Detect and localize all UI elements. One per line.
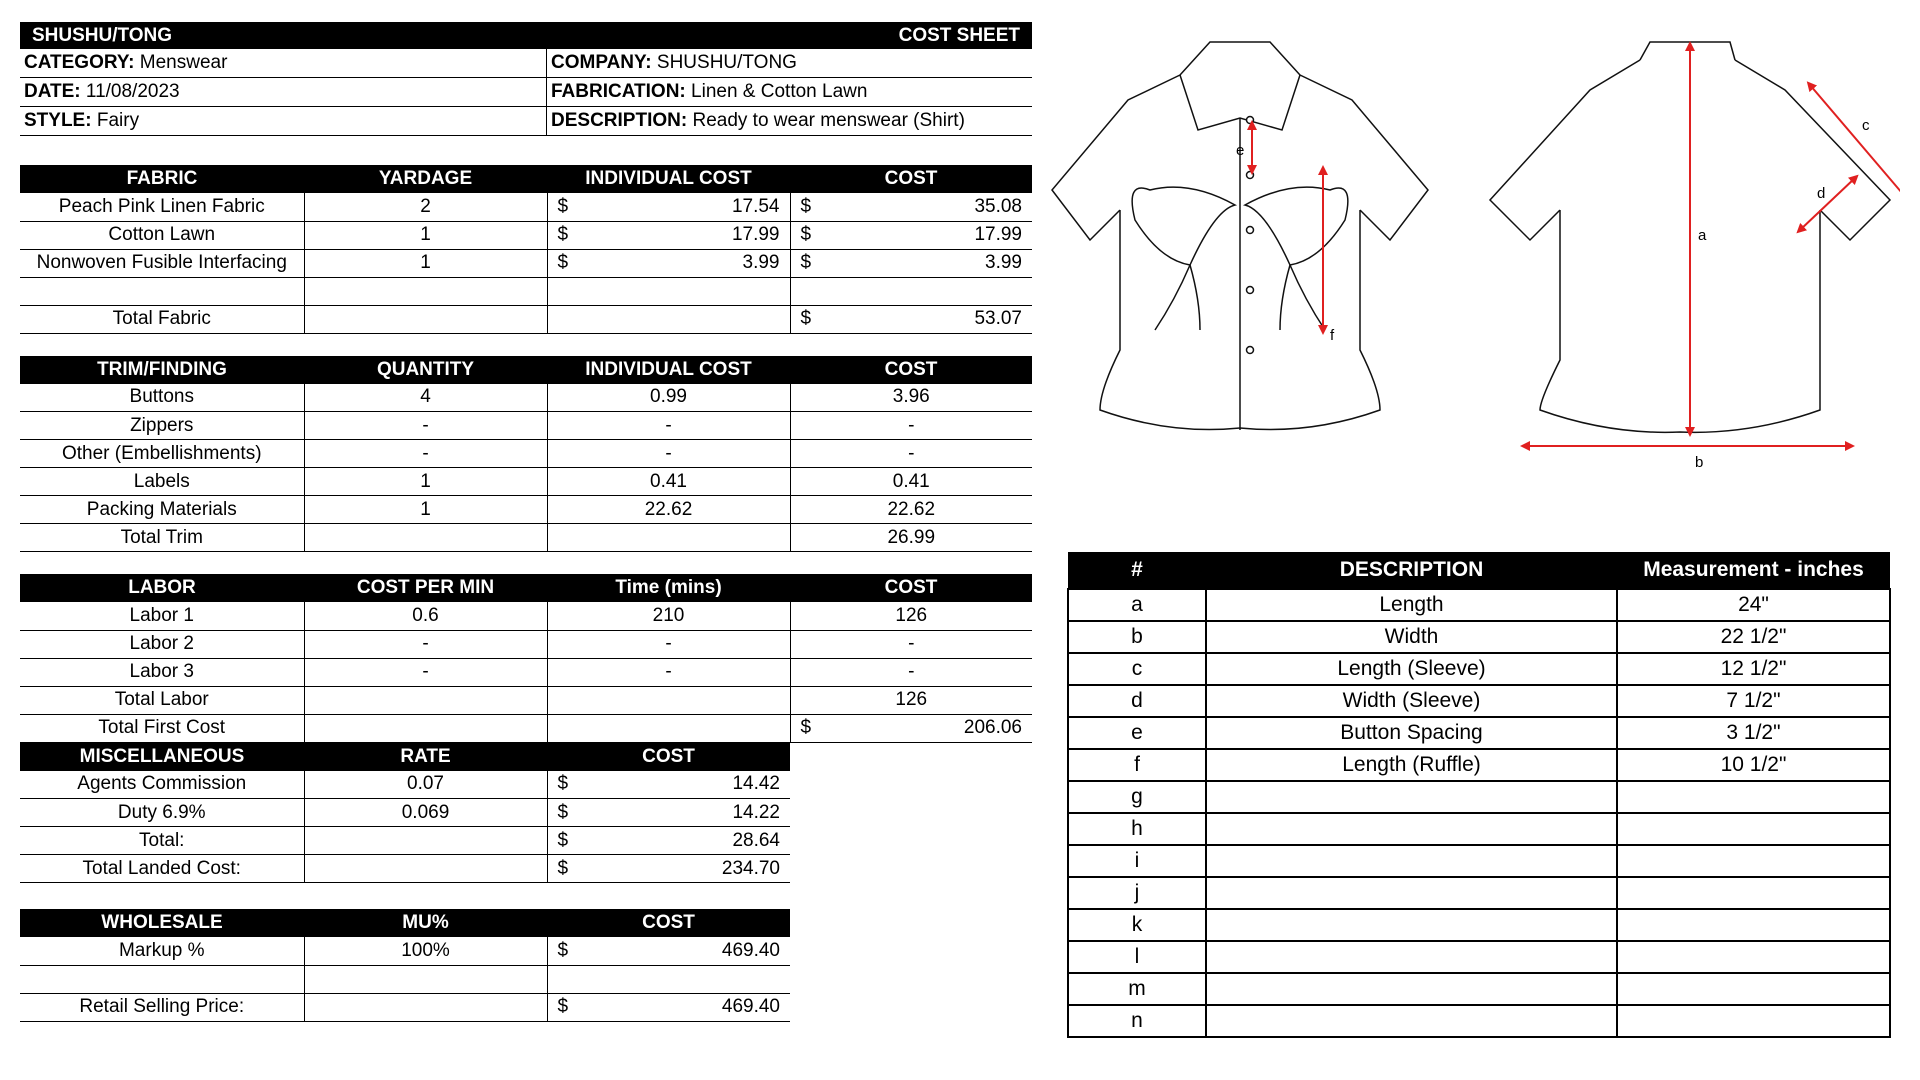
labor-header: LABOR — [20, 574, 304, 602]
trim-cost: 3.96 — [790, 384, 1032, 412]
table-row — [1068, 621, 1890, 653]
total-fabric-label: Total Fabric — [20, 305, 304, 333]
misc-cost: 14.22 — [732, 801, 780, 823]
table-row — [20, 412, 1032, 440]
trim-cost: - — [790, 440, 1032, 468]
first-cost-row — [20, 714, 1032, 742]
trim-name: Other (Embellishments) — [20, 440, 304, 468]
labor-table — [20, 574, 1032, 743]
currency-symbol: $ — [800, 224, 812, 245]
currency-symbol: $ — [557, 996, 569, 1017]
markup-row — [20, 937, 790, 965]
currency-symbol: $ — [557, 939, 569, 961]
measure-value: 10 1/2" — [1617, 749, 1890, 781]
fabric-cost: 17.99 — [974, 224, 1022, 245]
table-row — [20, 249, 1032, 277]
trim-qty: 4 — [304, 384, 547, 412]
measure-desc: Button Spacing — [1206, 717, 1617, 749]
cost-header: COST — [790, 356, 1032, 384]
company-value: SHUSHU/TONG — [656, 52, 797, 73]
markup-label: Markup % — [20, 937, 304, 965]
trim-name: Buttons — [20, 384, 304, 412]
table-row — [1068, 781, 1890, 813]
measure-desc: Width (Sleeve) — [1206, 685, 1617, 717]
misc-name: Duty 6.9% — [20, 799, 304, 827]
table-row — [1068, 685, 1890, 717]
labor-rate: - — [304, 658, 547, 686]
label-c: c — [1862, 117, 1870, 134]
measure-value — [1617, 877, 1890, 909]
mu-header: MU% — [304, 909, 547, 937]
sheet-title-bar — [20, 22, 1032, 49]
individual-cost-header: INDIVIDUAL COST — [547, 165, 790, 193]
fabric-total-row — [20, 305, 1032, 333]
currency-symbol: $ — [800, 195, 812, 217]
measure-desc — [1206, 845, 1617, 877]
labor-time: - — [547, 658, 790, 686]
trim-total-row — [20, 524, 1032, 552]
table-row — [1068, 1005, 1890, 1037]
info-row-1 — [20, 49, 1032, 78]
fabric-name: Nonwoven Fusible Interfacing — [20, 249, 304, 277]
measure-id: i — [1068, 845, 1206, 877]
measure-id: g — [1068, 781, 1206, 813]
label-d: d — [1817, 185, 1826, 202]
retail-row — [20, 993, 790, 1021]
table-row — [20, 630, 1032, 658]
table-row — [1068, 845, 1890, 877]
measure-desc-header: DESCRIPTION — [1206, 552, 1617, 589]
table-row — [1068, 909, 1890, 941]
table-row — [1068, 973, 1890, 1005]
cost-per-min-header: COST PER MIN — [304, 574, 547, 602]
fabric-name: Peach Pink Linen Fabric — [20, 193, 304, 221]
measure-desc: Length — [1206, 589, 1617, 621]
table-row — [20, 602, 1032, 630]
total-trim-value: 26.99 — [790, 524, 1032, 552]
measure-id: m — [1068, 973, 1206, 1005]
measure-desc — [1206, 813, 1617, 845]
measure-value: 12 1/2" — [1617, 653, 1890, 685]
trim-qty: 1 — [304, 496, 547, 524]
table-row — [20, 496, 1032, 524]
info-row-3 — [20, 107, 1032, 136]
trim-qty: - — [304, 440, 547, 468]
misc-total-label: Total: — [20, 827, 304, 855]
date-value: 11/08/2023 — [85, 81, 180, 102]
measure-desc: Length (Sleeve) — [1206, 653, 1617, 685]
shirt-front-sketch — [1040, 30, 1440, 450]
currency-symbol: $ — [800, 308, 812, 329]
misc-name: Agents Commission — [20, 771, 304, 799]
measure-id-header: # — [1068, 552, 1206, 589]
label-a: a — [1698, 227, 1707, 244]
labor-rate: 0.6 — [304, 602, 547, 630]
measure-id: h — [1068, 813, 1206, 845]
date-label: DATE: — [24, 81, 81, 102]
fabric-yardage: 2 — [304, 193, 547, 221]
misc-rate: 0.07 — [304, 771, 547, 799]
markup-cost: 469.40 — [721, 939, 780, 961]
measure-desc — [1206, 973, 1617, 1005]
labor-cost: - — [790, 658, 1032, 686]
table-row-empty — [20, 277, 1032, 305]
fabric-cost: 35.08 — [974, 195, 1022, 217]
label-b: b — [1695, 454, 1704, 471]
measure-desc — [1206, 1005, 1617, 1037]
table-row — [1068, 877, 1890, 909]
currency-symbol: $ — [557, 224, 569, 245]
sheet-title: COST SHEET — [898, 25, 1020, 46]
misc-total-value: 28.64 — [732, 829, 780, 851]
label-f: f — [1330, 327, 1335, 344]
trim-cost: 22.62 — [790, 496, 1032, 524]
measure-value — [1617, 909, 1890, 941]
total-trim-label: Total Trim — [20, 524, 304, 552]
landed-cost-row — [20, 855, 790, 883]
fabric-individual-cost: 3.99 — [742, 252, 780, 273]
measure-value — [1617, 813, 1890, 845]
fabric-individual-cost: 17.54 — [731, 195, 780, 217]
measure-id: b — [1068, 621, 1206, 653]
measure-desc: Length (Ruffle) — [1206, 749, 1617, 781]
measure-value — [1617, 973, 1890, 1005]
total-landed-cost-value: 234.70 — [721, 857, 780, 879]
table-row — [20, 799, 790, 827]
fabric-yardage: 1 — [304, 249, 547, 277]
currency-symbol: $ — [557, 801, 569, 823]
measure-value: 7 1/2" — [1617, 685, 1890, 717]
category-label: CATEGORY: — [24, 52, 135, 73]
table-row — [20, 468, 1032, 496]
measure-value: 22 1/2" — [1617, 621, 1890, 653]
measure-id: j — [1068, 877, 1206, 909]
currency-symbol: $ — [800, 252, 812, 273]
individual-cost-header: INDIVIDUAL COST — [547, 356, 790, 384]
shirt-back-sketch — [1480, 30, 1900, 480]
table-row — [1068, 589, 1890, 621]
measure-id: f — [1068, 749, 1206, 781]
measure-id: e — [1068, 717, 1206, 749]
fabric-header: FABRIC — [20, 165, 304, 193]
labor-total-row — [20, 686, 1032, 714]
wholesale-table — [20, 909, 790, 1022]
labor-name: Labor 1 — [20, 602, 304, 630]
misc-rate: 0.069 — [304, 799, 547, 827]
trim-qty: 1 — [304, 468, 547, 496]
labor-time: 210 — [547, 602, 790, 630]
misc-table — [20, 743, 790, 884]
currency-symbol: $ — [557, 857, 569, 879]
trim-individual-cost: - — [547, 440, 790, 468]
fabric-cost: 3.99 — [985, 252, 1022, 273]
cost-sheet — [20, 22, 1032, 1022]
category-value: Menswear — [139, 52, 228, 73]
retail-price-label: Retail Selling Price: — [20, 993, 304, 1021]
fabrication-value: Linen & Cotton Lawn — [691, 81, 868, 102]
style-label: STYLE: — [24, 110, 92, 131]
trim-individual-cost: 22.62 — [547, 496, 790, 524]
measure-id: n — [1068, 1005, 1206, 1037]
measure-id: l — [1068, 941, 1206, 973]
trim-name: Zippers — [20, 412, 304, 440]
measure-value — [1617, 845, 1890, 877]
table-row — [20, 193, 1032, 221]
table-row — [20, 658, 1032, 686]
measure-value: 3 1/2" — [1617, 717, 1890, 749]
rate-header: RATE — [304, 743, 547, 771]
total-first-cost-value: 206.06 — [963, 717, 1022, 738]
labor-rate: - — [304, 630, 547, 658]
measure-id: d — [1068, 685, 1206, 717]
trim-name: Packing Materials — [20, 496, 304, 524]
total-first-cost-label: Total First Cost — [20, 714, 304, 742]
fabrication-label: FABRICATION: — [551, 81, 686, 102]
currency-symbol: $ — [557, 252, 569, 273]
markup-rate: 100% — [304, 937, 547, 965]
measurement-table — [1067, 552, 1889, 1038]
measure-value-header: Measurement - inches — [1617, 552, 1890, 589]
currency-symbol: $ — [800, 717, 812, 738]
table-row — [1068, 941, 1890, 973]
labor-time: - — [547, 630, 790, 658]
retail-price-value: 469.40 — [721, 996, 780, 1017]
measure-value — [1617, 781, 1890, 813]
trim-cost: - — [790, 412, 1032, 440]
fabric-yardage: 1 — [304, 221, 547, 249]
measure-value — [1617, 941, 1890, 973]
description-label: DESCRIPTION: — [551, 110, 688, 131]
cost-header: COST — [790, 574, 1032, 602]
misc-total-row — [20, 827, 790, 855]
fabric-table — [20, 165, 1032, 334]
cost-header: COST — [547, 743, 790, 771]
cost-header: COST — [790, 165, 1032, 193]
quantity-header: QUANTITY — [304, 356, 547, 384]
trim-name: Labels — [20, 468, 304, 496]
total-labor-value: 126 — [790, 686, 1032, 714]
currency-symbol: $ — [557, 773, 569, 795]
table-row — [1068, 813, 1890, 845]
measure-desc — [1206, 781, 1617, 813]
trim-individual-cost: - — [547, 412, 790, 440]
table-row — [20, 771, 790, 799]
total-labor-label: Total Labor — [20, 686, 304, 714]
fabric-name: Cotton Lawn — [20, 221, 304, 249]
misc-cost: 14.42 — [732, 773, 780, 795]
measure-id: k — [1068, 909, 1206, 941]
measure-desc — [1206, 941, 1617, 973]
misc-header: MISCELLANEOUS — [20, 743, 304, 771]
trim-individual-cost: 0.41 — [547, 468, 790, 496]
trim-individual-cost: 0.99 — [547, 384, 790, 412]
labor-name: Labor 3 — [20, 658, 304, 686]
fabric-individual-cost: 17.99 — [731, 224, 780, 245]
time-header: Time (mins) — [547, 574, 790, 602]
table-row — [1068, 749, 1890, 781]
table-row — [20, 440, 1032, 468]
info-row-2 — [20, 78, 1032, 107]
labor-cost: - — [790, 630, 1032, 658]
yardage-header: YARDAGE — [304, 165, 547, 193]
measure-value — [1617, 1005, 1890, 1037]
table-row-empty — [20, 965, 790, 993]
label-e: e — [1236, 142, 1245, 159]
measure-id: a — [1068, 589, 1206, 621]
total-landed-cost-label: Total Landed Cost: — [20, 855, 304, 883]
trim-table — [20, 356, 1032, 553]
measure-value: 24" — [1617, 589, 1890, 621]
trim-cost: 0.41 — [790, 468, 1032, 496]
trim-qty: - — [304, 412, 547, 440]
currency-symbol: $ — [557, 829, 569, 851]
brand-name: SHUSHU/TONG — [32, 25, 173, 46]
table-row — [1068, 717, 1890, 749]
measure-desc: Width — [1206, 621, 1617, 653]
table-row — [20, 384, 1032, 412]
measure-id: c — [1068, 653, 1206, 685]
description-value: Ready to wear menswear (Shirt) — [692, 110, 965, 131]
labor-name: Labor 2 — [20, 630, 304, 658]
currency-symbol: $ — [557, 195, 569, 217]
table-row — [20, 221, 1032, 249]
measure-desc — [1206, 909, 1617, 941]
trim-header: TRIM/FINDING — [20, 356, 304, 384]
measure-desc — [1206, 877, 1617, 909]
total-fabric-value: 53.07 — [974, 308, 1022, 329]
style-value: Fairy — [96, 110, 140, 131]
table-row — [1068, 653, 1890, 685]
labor-cost: 126 — [790, 602, 1032, 630]
wholesale-header: WHOLESALE — [20, 909, 304, 937]
company-label: COMPANY: — [551, 52, 652, 73]
cost-header: COST — [547, 909, 790, 937]
